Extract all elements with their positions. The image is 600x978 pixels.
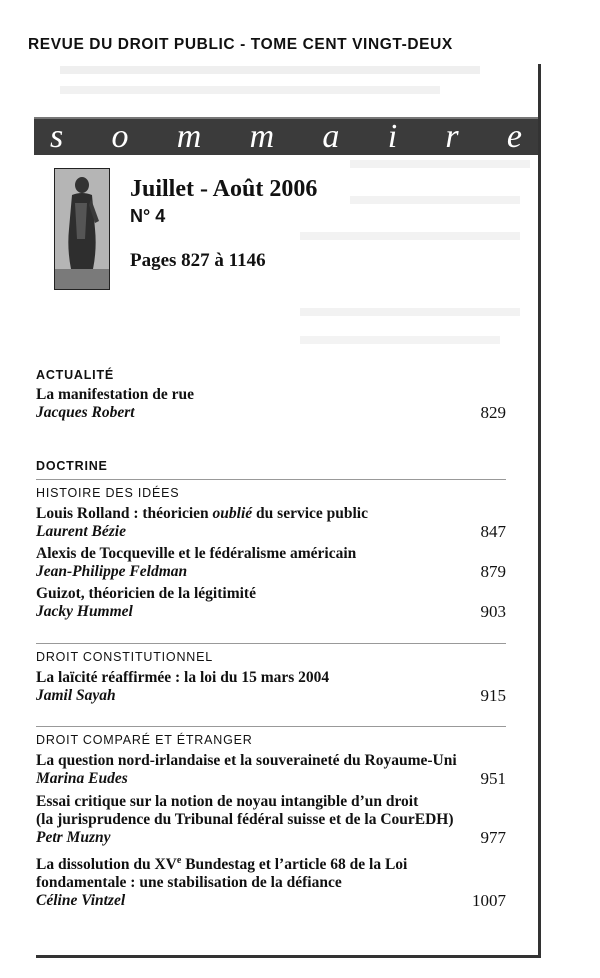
entry-author: Jacques Robert	[36, 404, 135, 421]
entry-author: Jacky Hummel	[36, 603, 133, 620]
banner-letter: m	[176, 118, 202, 155]
section-divider	[36, 643, 506, 644]
entry-title	[36, 505, 506, 523]
statue-image	[54, 168, 110, 290]
entry-author: Marina Eudes	[36, 770, 128, 787]
journal-header: REVUE DU DROIT PUBLIC - TOME CENT VINGT-DEUX	[28, 36, 453, 53]
toc-entry[interactable]	[36, 852, 506, 910]
toc-entry[interactable]	[36, 386, 506, 422]
section-heading-doctrine: DOCTRINE	[36, 459, 108, 473]
entry-author: Jamil Sayah	[36, 687, 116, 704]
issue-number: N° 4	[130, 206, 166, 226]
entry-title: Alexis de Tocqueville et le fédéralisme américain	[36, 545, 357, 562]
entry-title-part: La dissolution du XV	[36, 856, 177, 874]
entry-title-part: Louis Rolland : théoricien	[36, 505, 213, 522]
banner-letter: r	[445, 118, 459, 155]
banner-letter: s	[50, 118, 64, 155]
section-divider	[36, 726, 506, 727]
entry-page: 879	[480, 562, 506, 581]
section-divider	[36, 479, 506, 480]
toc-entry[interactable]	[36, 752, 506, 788]
entry-title: La laïcité réaffirmée : la loi du 15 mars 2004	[36, 669, 330, 686]
page-frame-bottom	[36, 955, 541, 958]
toc-entry[interactable]	[36, 505, 506, 541]
sommaire-banner	[34, 117, 538, 155]
toc-entry[interactable]	[36, 669, 506, 705]
entry-title-line-2: fondamentale : une stabilisation de la défiance	[36, 874, 342, 892]
entry-page: 847	[480, 522, 506, 541]
section-heading-actualite: ACTUALITÉ	[36, 368, 115, 382]
issue-date: Juillet - Août 2006	[130, 176, 318, 202]
entry-author: Jean-Philippe Feldman	[36, 563, 188, 580]
entry-title-part: du service public	[252, 505, 368, 522]
entry-author: Petr Muzny	[36, 829, 111, 846]
subsection-heading-constitutionnel: DROIT CONSTITUTIONNEL	[36, 650, 213, 664]
page-frame-right	[538, 64, 541, 957]
entry-page: 977	[480, 828, 506, 847]
entry-title-line-1	[36, 852, 506, 874]
banner-letter: o	[111, 118, 129, 155]
toc-entry[interactable]	[36, 545, 506, 581]
entry-page: 951	[480, 769, 506, 788]
entry-author: Céline Vintzel	[36, 892, 126, 910]
entry-title-line-2: (la jurisprudence du Tribunal fédéral suisse et de la CourEDH)	[36, 811, 454, 828]
entry-page: 829	[480, 403, 506, 422]
toc-entry[interactable]	[36, 793, 506, 847]
entry-title: La manifestation de rue	[36, 386, 195, 403]
banner-letter: m	[249, 118, 275, 155]
entry-title-superscript: e	[176, 855, 182, 866]
subsection-heading-compare: DROIT COMPARÉ ET ÉTRANGER	[36, 733, 253, 747]
entry-title-line-1: Essai critique sur la notion de noyau intangible d’un droit	[36, 793, 419, 810]
subsection-heading-histoire: HISTOIRE DES IDÉES	[36, 486, 180, 500]
banner-letter: i	[387, 118, 398, 155]
banner-letter: e	[506, 118, 522, 155]
entry-page: 1007	[472, 891, 506, 911]
entry-page: 903	[480, 602, 506, 621]
entry-title-part: Bundestag et l’article 68 de la Loi	[181, 856, 408, 874]
entry-author: Laurent Bézie	[36, 523, 126, 540]
entry-title-emphasis: oublié	[212, 505, 253, 522]
statue-figure-icon	[55, 169, 109, 289]
entry-page: 915	[480, 686, 506, 705]
issue-pages: Pages 827 à 1146	[130, 250, 266, 271]
entry-title: Guizot, théoricien de la légitimité	[36, 585, 256, 602]
entry-title: La question nord-irlandaise et la souveraineté du Royaume-Uni	[36, 752, 457, 769]
banner-letter: a	[322, 118, 340, 155]
toc-entry[interactable]	[36, 585, 506, 621]
